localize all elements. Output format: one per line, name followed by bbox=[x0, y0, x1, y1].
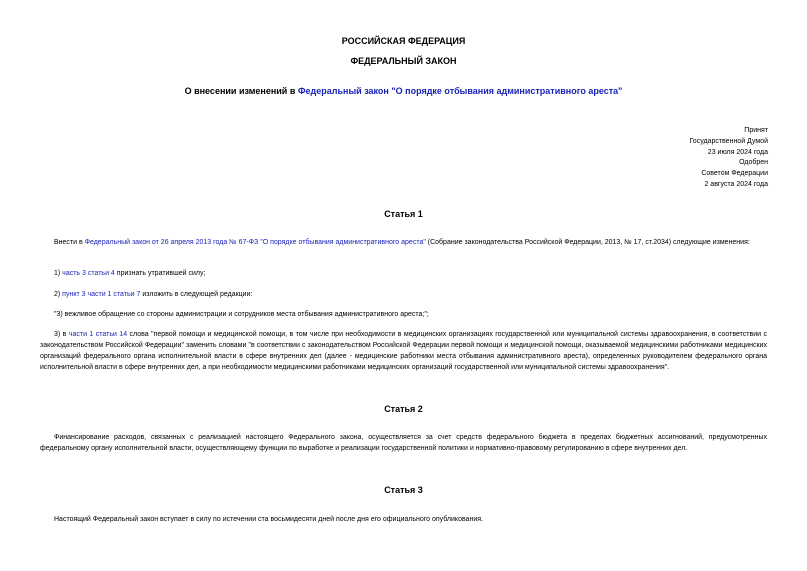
item-3-text: слова "первой помощи и медицинской помощи, в том числе при необходимости в медицинских организациях государственной или муниципальной системы здравоохранения, в соответствии с законодательством Российской Федерации" заменить словами "в соответствии с законодательством Российской Федерации первой помощи и медицинской помощи, оказываемой медицинскими работниками медицинских организаций федерального органа исполнительной власти в сфере внутренних дел (далее - медицинские работники места отбывания административного ареста), определенных руководителем федерального органа исполнительной власти в сфере внутренних дел, а при необходимости медицинскими работниками медицинских организаций государственной или муниципальной системы здравоохранения". bbox=[40, 331, 767, 371]
intro-suffix: (Собрание законодательства Российской Федерации, 2013, № 17, ст.2034) следующие изменения: bbox=[425, 239, 750, 246]
adoption-block bbox=[689, 126, 768, 191]
item-3-link[interactable]: части 1 статьи 14 bbox=[68, 331, 128, 338]
document-type-heading: ФЕДЕРАЛЬНЫЙ ЗАКОН bbox=[350, 56, 457, 66]
adopted-by: Государственной Думой bbox=[689, 137, 768, 145]
document-title bbox=[0, 86, 807, 96]
approved-label: Одобрен bbox=[739, 159, 768, 167]
item-3-number: 3) в bbox=[54, 331, 69, 338]
item-2-link[interactable]: пункт 3 части 1 статьи 7 bbox=[62, 291, 141, 298]
article-1-item-3 bbox=[40, 330, 767, 374]
article-1-item-2-quote: "3) вежливое обращение со стороны администрации и сотрудников места отбывания административного ареста;"; bbox=[54, 311, 429, 318]
item-2-number: 2) bbox=[54, 291, 63, 298]
article-2-heading: Статья 2 bbox=[384, 404, 423, 414]
law-67fz-link[interactable]: Федеральный закон от 26 апреля 2013 года № 67-ФЗ "О порядке отбывания административного ареста" bbox=[84, 239, 426, 246]
article-3-heading: Статья 3 bbox=[384, 485, 423, 495]
approved-date: 2 августа 2024 года bbox=[704, 180, 768, 188]
item-1-text: признать утратившей силу; bbox=[114, 270, 206, 277]
intro-prefix: Внести в bbox=[54, 239, 85, 246]
title-law-link[interactable]: Федеральный закон "О порядке отбывания административного ареста" bbox=[297, 86, 623, 96]
approved-by: Советом Федерации bbox=[701, 170, 768, 178]
item-1-number: 1) bbox=[54, 270, 63, 277]
adopted-date: 23 июля 2024 года bbox=[707, 148, 768, 156]
article-1-intro bbox=[40, 238, 767, 249]
article-1-heading: Статья 1 bbox=[384, 209, 423, 219]
title-prefix: О внесении изменений в bbox=[184, 86, 298, 96]
item-2-text: изложить в следующей редакции: bbox=[140, 291, 253, 298]
article-3-text: Настоящий Федеральный закон вступает в силу по истечении ста восьмидесяти дней после дня его официального опубликования. bbox=[54, 516, 484, 523]
article-1-item-1 bbox=[54, 269, 767, 280]
item-1-link[interactable]: часть 3 статьи 4 bbox=[62, 270, 115, 277]
adopted-label: Принят bbox=[744, 127, 768, 134]
article-2-text: Финансирование расходов, связанных с реализацией настоящего Федерального закона, осуществляется за счет средств федерального бюджета в пределах бюджетных ассигнований, предусмотренных федеральному органу исполнительной власти, осуществляющему функции по выработке и реализации государственной политики и нормативно-правовому регулированию в сфере внутренних дел. bbox=[40, 434, 767, 452]
country-heading: РОССИЙСКАЯ ФЕДЕРАЦИЯ bbox=[341, 36, 466, 46]
article-1-item-2 bbox=[54, 290, 767, 301]
